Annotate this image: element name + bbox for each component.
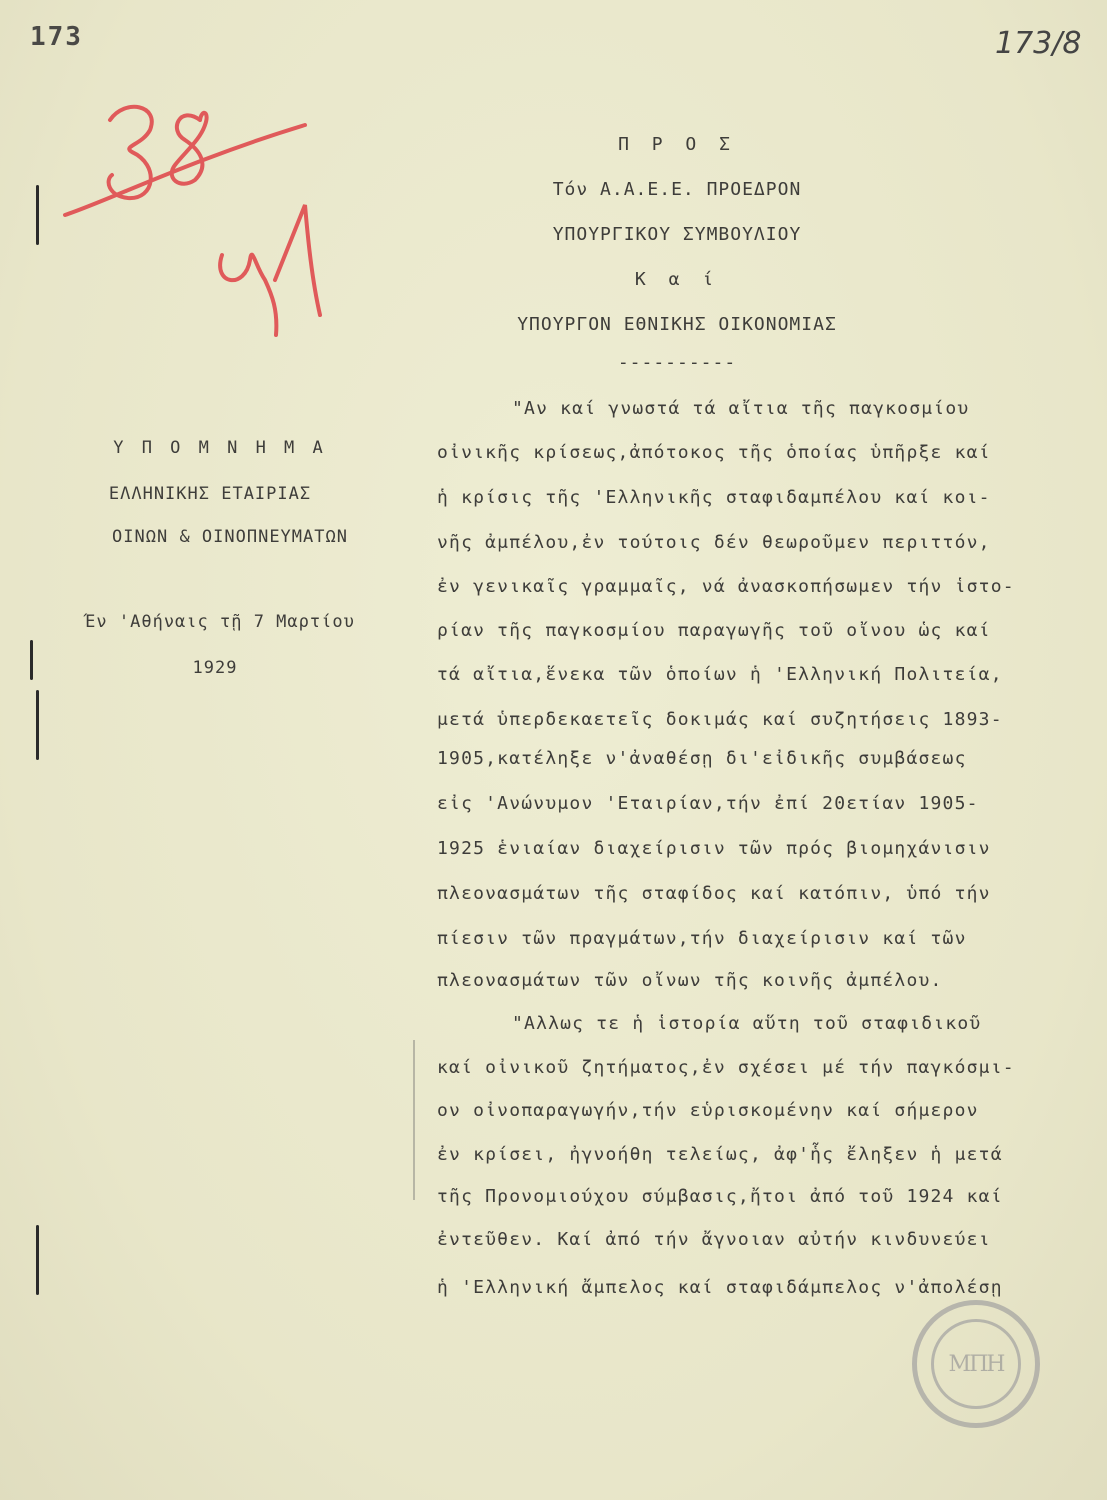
- body-line: ρίαν τῆς παγκοσμίου παραγωγῆς τοῦ οἴνου ὡς καί: [437, 620, 991, 641]
- body-line: "Αν καί γνωστά τά αἴτια τῆς παγκοσμίου: [512, 398, 970, 419]
- body-line: ἐν κρίσει, ἠγνοήθη τελείως, ἀφ'ἧς ἔληξεν ἡ μετά: [437, 1144, 1003, 1165]
- body-line: 1925 ἑνιαίαν διαχείρισιν τῶν πρός βιομηχάνισιν: [437, 838, 991, 859]
- body-line: τά αἴτια,ἕνεκα τῶν ὁποίων ἡ 'Ελληνική Πολιτεία,: [437, 664, 1003, 685]
- body-line: "Αλλως τε ἡ ἱστορία αὕτη τοῦ σταφιδικοῦ: [512, 1013, 982, 1034]
- organization-line-2: ΟΙΝΩΝ & ΟΙΝΟΠΝΕΥΜΑΤΩΝ: [112, 527, 348, 547]
- archive-stamp-inner: [931, 1319, 1021, 1409]
- body-line: εἰς 'Ανώνυμον 'Εταιρίαν,τήν ἐπί 20ετίαν 1905-: [437, 793, 979, 814]
- red-pencil-annotation: [50, 80, 370, 350]
- archive-stamp-text: ΜΠΗ: [948, 1351, 1004, 1377]
- body-line: ἡ κρίσις τῆς 'Ελληνικῆς σταφιδαμπέλου καί κοι-: [437, 487, 991, 508]
- body-line: πλεονασμάτων τῶν οἴνων τῆς κοινῆς ἀμπέλου.: [437, 970, 943, 991]
- body-line: καί οἰνικοῦ ζητήματος,ἐν σχέσει μέ τήν παγκόσμι-: [437, 1057, 1015, 1078]
- binding-mark: [30, 640, 33, 680]
- body-line: ον οἰνοπαραγωγήν,τήν εὑρισκομένην καί σήμερον: [437, 1100, 979, 1121]
- addressee-line-1: Τόν Α.Α.Ε.Ε. ΠΡΟΕΔΡΟΝ: [552, 179, 802, 200]
- body-line: οἰνικῆς κρίσεως,ἀπότοκος τῆς ὁποίας ὑπῆρξε καί: [437, 442, 991, 463]
- body-line: ἐντεῦθεν. Καί ἀπό τήν ἄγνοιαν αὐτήν κινδυνεύει: [437, 1229, 991, 1250]
- body-line: νῆς ἀμπέλου,ἐν τούτοις δέν θεωροῦμεν περιττόν,: [437, 532, 991, 553]
- date-year: 1929: [192, 658, 238, 678]
- body-line: τῆς Προνομιούχου σύμβασις,ἤτοι ἀπό τοῦ 1924 καί: [437, 1186, 1003, 1207]
- margin-pencil-line: [413, 1040, 415, 1200]
- body-line: ἐν γενικαῖς γραμμαῖς, νά ἀνασκοπήσωμεν τήν ἱστο-: [437, 576, 1015, 597]
- binding-mark: [36, 690, 39, 760]
- page-number: 173: [30, 22, 83, 52]
- header-rule: ----------: [617, 352, 737, 373]
- addressee-line-2: ΥΠΟΥΡΓΙΚΟΥ ΣΥΜΒΟΥΛΙΟΥ: [552, 224, 802, 245]
- body-line: μετά ὑπερδεκαετεῖς δοκιμάς καί συζητήσεις 1893-: [437, 709, 1003, 730]
- addressee-and: Κ α ί: [634, 269, 720, 290]
- binding-mark: [36, 185, 39, 245]
- addressee-line-3: ΥΠΟΥΡΓΟΝ ΕΘΝΙΚΗΣ ΟΙΚΟΝΟΜΙΑΣ: [517, 314, 837, 335]
- place-date: Έν 'Αθήναις τῇ 7 Μαρτίου: [85, 612, 355, 632]
- binding-mark: [36, 1225, 39, 1295]
- body-line: πίεσιν τῶν πραγμάτων,τήν διαχείρισιν καί τῶν: [437, 928, 967, 949]
- body-line: πλεονασμάτων τῆς σταφίδος καί κατόπιν, ὑπό τήν: [437, 883, 991, 904]
- organization-line-1: ΕΛΛΗΝΙΚΗΣ ΕΤΑΙΡΙΑΣ: [108, 484, 312, 504]
- memo-title: Υ Π Ο Μ Ν Η Μ Α: [113, 438, 327, 458]
- body-line: 1905,κατέληξε ν'ἀναθέσῃ δι'εἰδικῆς συμβάσεως: [437, 748, 967, 769]
- folio-number: 173/8: [995, 26, 1082, 61]
- body-line: ἡ 'Ελληνική ἄμπελος καί σταφιδάμπελος ν'ἀπολέσῃ: [437, 1277, 1003, 1298]
- archive-stamp: [912, 1300, 1040, 1428]
- addressee-to: Π Ρ Ο Σ: [618, 134, 736, 155]
